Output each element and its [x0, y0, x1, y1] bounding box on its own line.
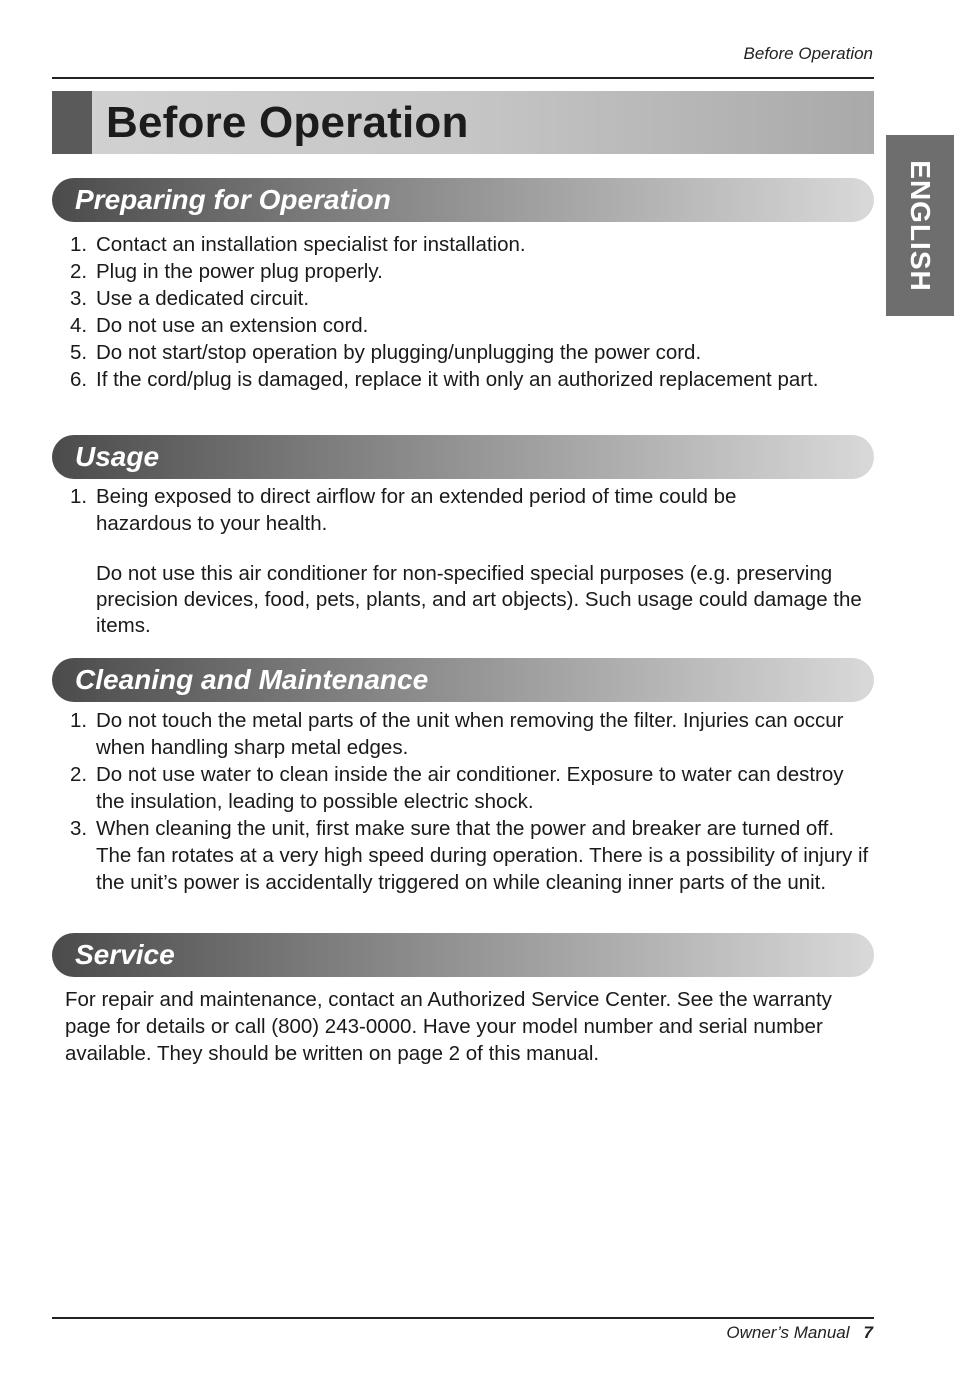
page-title-bar — [52, 91, 874, 154]
section-title-service: Service — [75, 939, 175, 970]
item-number: 3. — [70, 817, 88, 840]
item-text: Do not touch the metal parts of the unit when removing the filter. Injuries can occur when handling sharp metal edges. — [96, 709, 844, 759]
section-header-usage — [52, 435, 874, 479]
title-accent-block — [52, 91, 92, 154]
item-number: 1. — [70, 485, 88, 508]
list-item — [70, 483, 810, 537]
item-text: When cleaning the unit, first make sure that the power and breaker are turned off. The fan rotates at a very high speed during operation. There is a possibility of injury if the unit’s power is accidentally triggered on while cleaning inner parts of the unit. — [96, 817, 869, 894]
header-rule — [52, 77, 874, 79]
item-text: Contact an installation specialist for installation. — [96, 233, 526, 256]
page-footer — [726, 1323, 873, 1343]
list-item — [70, 366, 856, 393]
item-text: Plug in the power plug properly. — [96, 260, 383, 283]
item-number: 1. — [70, 233, 88, 256]
item-number: 4. — [70, 314, 88, 337]
item-text: Being exposed to direct airflow for an extended period of time could be hazardous to your health. — [96, 485, 737, 535]
list-item — [70, 258, 860, 285]
list-item — [70, 231, 860, 258]
section-title-usage: Usage — [75, 441, 160, 472]
item-number: 5. — [70, 341, 88, 364]
page-number: 7 — [863, 1323, 873, 1342]
item-number: 6. — [70, 368, 88, 391]
language-tab — [886, 135, 954, 316]
list-item — [70, 815, 874, 896]
language-tab-label: ENGLISH — [905, 159, 936, 292]
item-number: 2. — [70, 260, 88, 283]
footer-rule — [52, 1317, 874, 1319]
section-title-preparing: Preparing for Operation — [75, 184, 391, 215]
cleaning-list — [70, 707, 874, 896]
list-item — [70, 707, 874, 761]
section-header-service — [52, 933, 874, 977]
running-header: Before Operation — [743, 44, 873, 63]
list-item — [70, 312, 860, 339]
section-title-cleaning: Cleaning and Maintenance — [75, 664, 429, 695]
item-number: 1. — [70, 709, 88, 732]
item-text: Use a dedicated circuit. — [96, 287, 310, 310]
service-text: For repair and maintenance, contact an Authorized Service Center. See the warranty page for details or call (800) 243-0000. Have your model number and serial number available. They should be written on page 2 of this manual. — [65, 988, 832, 1065]
section-header-cleaning — [52, 658, 874, 702]
usage-note: Do not use this air conditioner for non-specified special purposes (e.g. preserving precision devices, food, pets, plants, and art objects). Such usage could damage the items. — [96, 562, 862, 637]
item-text: Do not use an extension cord. — [96, 314, 369, 337]
item-number: 3. — [70, 287, 88, 310]
item-number: 2. — [70, 763, 88, 786]
page-title: Before Operation — [106, 98, 469, 147]
footer-label: Owner’s Manual — [726, 1323, 850, 1342]
list-item — [70, 761, 874, 815]
item-text: Do not use water to clean inside the air conditioner. Exposure to water can destroy the insulation, leading to possible electric shock. — [96, 763, 844, 813]
preparing-list — [70, 231, 860, 393]
usage-list — [70, 483, 810, 537]
item-text: If the cord/plug is damaged, replace it with only an authorized replacement part. — [96, 368, 819, 391]
item-text: Do not start/stop operation by plugging/unplugging the power cord. — [96, 341, 702, 364]
list-item — [70, 339, 860, 366]
section-header-preparing — [52, 178, 874, 222]
list-item — [70, 285, 860, 312]
